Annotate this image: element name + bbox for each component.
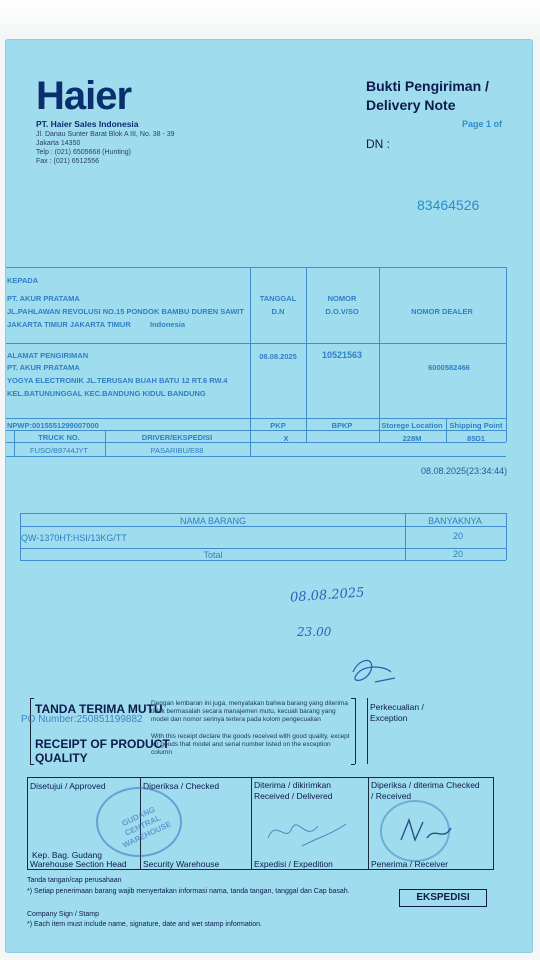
document-title-line1: Bukti Pengiriman / bbox=[366, 78, 489, 94]
dealer-value: 6000582466 bbox=[428, 363, 470, 372]
alamat-name: PT. AKUR PRATAMA bbox=[7, 363, 80, 372]
alamat-address-2: KEL.BATUNUNGGAL KEC.BANDUNG KIDUL BANDUNG bbox=[7, 389, 206, 398]
bracket-left bbox=[30, 698, 31, 764]
footer-line-3: Company Sign / Stamp bbox=[27, 911, 99, 918]
storage-location-value: 228M bbox=[402, 434, 422, 443]
table-rule bbox=[6, 343, 506, 344]
table-rule bbox=[20, 513, 506, 514]
npwp: NPWP:0015551299007000 bbox=[7, 421, 99, 430]
table-rule bbox=[379, 267, 380, 442]
ekspedisi-box: EKSPEDISI bbox=[399, 889, 487, 907]
print-timestamp: 08.08.2025(23:34:44) bbox=[421, 466, 508, 476]
shipping-point-label: Shipping Point bbox=[449, 421, 503, 430]
receipt-text-id: Dengan lembaran ini juga, menyatakan bahwa barang yang diterima tidak bermasalah secara manajemen mutu, kecuali barang yang model dan nomor serinya tertera pada kolom pengecualian bbox=[151, 700, 348, 723]
handwritten-date: 08.08.2025 bbox=[289, 585, 365, 606]
delivered-label: Diterima / dikirimkan Received / Delivered bbox=[254, 780, 333, 801]
bpkp-label: BPKP bbox=[331, 421, 353, 430]
table-rule bbox=[6, 430, 506, 431]
sig-rule bbox=[493, 777, 494, 869]
kepada-address-1: JL.PAHLAWAN REVOLUSI NO.15 PONDOK BAMBU DUREN SAWIT bbox=[7, 307, 244, 316]
table-rule bbox=[6, 456, 506, 457]
tanggal-label: TANGGAL bbox=[259, 294, 297, 303]
pkp-label: PKP bbox=[270, 421, 286, 430]
item-name: QW-1370HT:HSI/13KG/TT bbox=[21, 533, 127, 543]
alamat-label: ALAMAT PENGIRIMAN bbox=[7, 351, 89, 360]
table-rule bbox=[506, 267, 507, 442]
document-title bbox=[366, 77, 489, 115]
expedition-label: Expedisi / Expedition bbox=[254, 859, 333, 869]
exception-bracket bbox=[367, 698, 368, 764]
total-value: 20 bbox=[452, 549, 464, 559]
driver-label: DRIVER/EKSPEDISI bbox=[141, 433, 213, 442]
paper-top-margin bbox=[0, 0, 540, 40]
nomor-label: NOMOR bbox=[327, 294, 357, 303]
table-rule bbox=[306, 267, 307, 442]
tanggal-sub: D.N bbox=[271, 307, 285, 316]
tanggal-value: 08.08.2025 bbox=[259, 352, 297, 361]
sig-rule bbox=[368, 777, 369, 869]
bracket-left-top bbox=[30, 698, 34, 699]
top-signature bbox=[345, 652, 405, 692]
truck-label: TRUCK NO. bbox=[38, 433, 80, 442]
item-qty: 20 bbox=[452, 531, 464, 541]
footer-line-2: *) Setiap penerimaan barang wajib menyertakan informasi nama, tanda tangan, tanggal dan Cap basah. bbox=[27, 888, 350, 895]
table-rule bbox=[405, 513, 406, 560]
table-rule bbox=[6, 442, 506, 443]
table-rule bbox=[250, 442, 251, 456]
bracket-right-bottom bbox=[351, 764, 355, 765]
table-rule bbox=[14, 430, 15, 456]
received-label: Diperiksa / diterima Checked / Received bbox=[371, 780, 480, 801]
dn-label: DN : bbox=[366, 137, 390, 151]
expedition-signature bbox=[262, 808, 352, 853]
column-header-name: NAMA BARANG bbox=[179, 516, 247, 526]
footer-line-4: *) Each item must include name, signature, date and wet stamp information. bbox=[27, 921, 263, 928]
nomor-sub: D.O.V/SO bbox=[325, 307, 359, 316]
nomor-dealer-label: NOMOR DEALER bbox=[411, 307, 473, 316]
warehouse-head-line1: Kep. Bag. Gudang bbox=[32, 850, 102, 860]
company-name: PT. Haier Sales Indonesia bbox=[36, 119, 139, 129]
receipt-title-en: RECEIPT OF PRODUCT bbox=[35, 737, 170, 751]
truck-value: FUSO/B9744JYT bbox=[30, 446, 88, 455]
security-label: Security Warehouse bbox=[143, 859, 220, 869]
total-label: Total bbox=[203, 550, 223, 560]
table-rule bbox=[6, 267, 506, 268]
company-address bbox=[36, 130, 175, 166]
receipt-text-en: With this receipt declare the goods received with good quality, except for goods that model and serial number listed on the exception column bbox=[151, 733, 350, 756]
table-rule bbox=[250, 267, 251, 442]
kepada-label: KEPADA bbox=[7, 276, 39, 285]
kepada-address-2: JAKARTA TIMUR JAKARTA TIMUR bbox=[7, 320, 131, 329]
address-line: Fax : (021) 6512556 bbox=[36, 158, 100, 165]
kepada-name: PT. AKUR PRATAMA bbox=[7, 294, 80, 303]
address-line: Jl. Danau Sunter Barat Blok A III, No. 38 - 39 bbox=[36, 131, 175, 138]
table-rule bbox=[6, 418, 506, 419]
receiver-label: Penerima / Receiver bbox=[371, 859, 449, 869]
handwritten-time: 23.00 bbox=[297, 625, 332, 639]
table-rule bbox=[20, 560, 506, 561]
page-indicator: Page 1 of bbox=[462, 119, 503, 129]
bracket-right-top bbox=[351, 698, 355, 699]
receipt-title-id: TANDA TERIMA MUTU bbox=[35, 702, 163, 716]
warehouse-stamp-text: GUDANG CENTRAL WAREHOUSE bbox=[120, 804, 173, 850]
pkp-value: X bbox=[283, 434, 289, 443]
footer-line-1: Tanda tangan/cap perusahaan bbox=[27, 877, 122, 884]
document-number: 83464526 bbox=[417, 197, 480, 213]
kepada-country: Indonesia bbox=[150, 320, 186, 329]
storage-location-label: Storege Location bbox=[381, 421, 443, 430]
document-title-line2: Delivery Note bbox=[366, 97, 456, 113]
table-rule bbox=[20, 548, 506, 549]
haier-logo: Haier bbox=[36, 74, 132, 118]
bracket-right bbox=[355, 698, 356, 764]
receipt-title-en-2: QUALITY bbox=[35, 751, 88, 765]
table-rule bbox=[20, 526, 506, 527]
sig-rule bbox=[27, 869, 494, 870]
checked-label: Diperiksa / Checked bbox=[143, 781, 220, 791]
address-line: Telp : (021) 6505668 (Hunting) bbox=[36, 149, 131, 156]
address-line: Jakarta 14350 bbox=[36, 140, 81, 147]
receiver-signature bbox=[395, 812, 455, 850]
sig-rule bbox=[27, 777, 28, 869]
column-header-qty: BANYAKNYA bbox=[428, 516, 482, 526]
sig-rule bbox=[27, 777, 494, 778]
table-rule bbox=[446, 418, 447, 442]
nomor-value: 10521563 bbox=[321, 350, 363, 360]
alamat-address-1: YOGYA ELECTRONIK JL.TERUSAN BUAH BATU 12 RT.6 RW.4 bbox=[7, 376, 228, 385]
table-rule bbox=[105, 430, 106, 456]
warehouse-head-line2: Warehouse Section Head bbox=[30, 859, 127, 869]
warehouse-stamp bbox=[96, 787, 182, 857]
exception-label: Perkecualian / Exception bbox=[370, 702, 424, 723]
po-number: PO Number:250851199882 bbox=[21, 714, 143, 725]
driver-value: PASARIBU/E88 bbox=[150, 446, 204, 455]
sig-rule bbox=[251, 777, 252, 869]
approved-label: Disetujui / Approved bbox=[30, 781, 106, 791]
shipping-point-value: 85D1 bbox=[467, 434, 485, 443]
bracket-left-bottom bbox=[30, 764, 34, 765]
table-rule bbox=[506, 513, 507, 560]
